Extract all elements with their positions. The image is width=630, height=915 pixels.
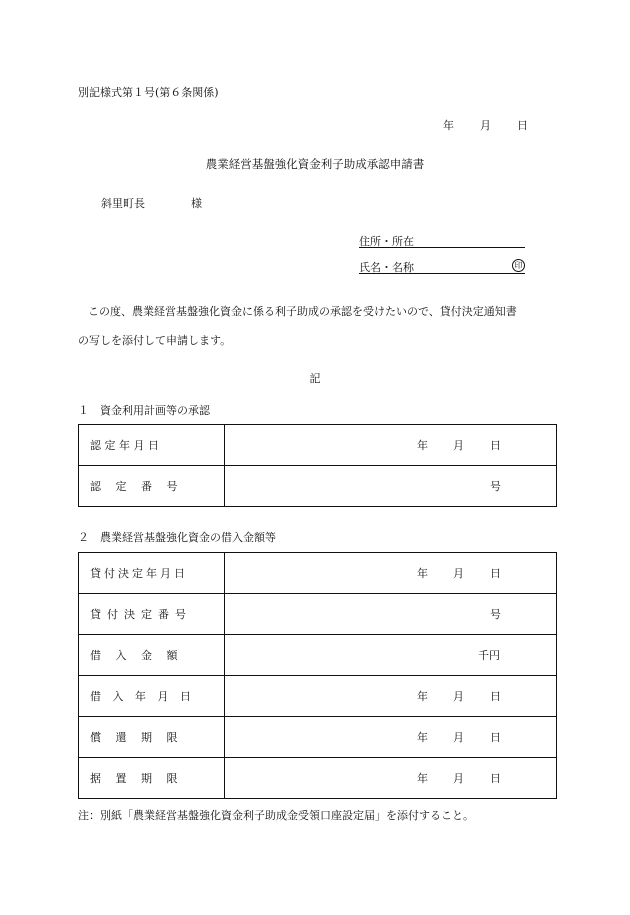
row-label-text: 認 定 年 月 日 [90, 439, 159, 452]
unit-year: 年 [417, 439, 428, 452]
row-value-cell[interactable] [225, 594, 557, 635]
address-label: 住所・所在 [359, 235, 414, 248]
row-label-text: 据 置 期 限 [90, 772, 178, 785]
application-date [443, 117, 528, 133]
table-row [79, 676, 557, 717]
section-2-heading: ２ 農業経営基盤強化資金の借入金額等 [78, 531, 276, 544]
unit-month: 月 [453, 772, 464, 785]
unit-year: 年 [417, 690, 428, 703]
row-label [79, 553, 225, 594]
date-day-label: 日 [517, 119, 528, 132]
loan-table [78, 552, 557, 799]
table-row [79, 758, 557, 799]
row-value-cell[interactable] [225, 466, 557, 507]
table-row [79, 425, 557, 466]
unit-year: 年 [417, 772, 428, 785]
unit-year: 年 [417, 567, 428, 580]
unit-day: 日 [490, 690, 501, 703]
table-row [79, 594, 557, 635]
ki-heading: 記 [309, 372, 321, 385]
document-title: 農業経営基盤強化資金利子助成承認申請書 [205, 157, 425, 171]
row-label [79, 717, 225, 758]
date-month-label: 月 [480, 119, 491, 132]
body-text-line-2: の写しを添付して申請します。 [78, 334, 232, 347]
name-label: 氏名・名称 [359, 261, 414, 274]
row-value-cell[interactable] [225, 758, 557, 799]
row-value-cell[interactable] [225, 635, 557, 676]
name-field[interactable] [359, 259, 525, 274]
row-label-text: 償 還 期 限 [90, 731, 178, 744]
row-label-text: 借 入 年 月 日 [90, 690, 195, 703]
unit-month: 月 [453, 567, 464, 580]
row-value-cell[interactable] [225, 676, 557, 717]
approval-table [78, 424, 557, 507]
unit-year: 年 [417, 731, 428, 744]
unit-month: 月 [453, 690, 464, 703]
table-row [79, 466, 557, 507]
row-value-cell[interactable] [225, 553, 557, 594]
row-label-text: 貸付決定番号 [90, 608, 192, 621]
unit-month: 月 [453, 731, 464, 744]
form-number: 別記様式第１号(第６条関係) [78, 86, 219, 99]
unit-number: 号 [490, 608, 501, 621]
footnote: 注：別紙「農業経営基盤強化資金利子助成金受領口座設定届」を添付すること。 [78, 809, 474, 822]
addressee [101, 195, 202, 211]
seal-mark: 印 [512, 259, 525, 272]
section-1-heading: １ 資金利用計画等の承認 [78, 404, 210, 417]
addressee-name: 斜里町長 [101, 197, 145, 210]
addressee-honorific: 様 [191, 197, 202, 210]
row-label [79, 635, 225, 676]
row-label [79, 594, 225, 635]
unit-day: 日 [490, 772, 501, 785]
unit-thousand-yen: 千円 [478, 649, 500, 662]
row-label-text: 認 定 番 号 [90, 480, 178, 493]
unit-month: 月 [453, 439, 464, 452]
row-label [79, 466, 225, 507]
unit-day: 日 [490, 731, 501, 744]
row-label-text: 貸付決定年月日 [90, 567, 188, 580]
row-label [79, 425, 225, 466]
unit-day: 日 [490, 567, 501, 580]
table-row [79, 717, 557, 758]
row-label [79, 758, 225, 799]
body-text-line-1: この度、農業経営基盤強化資金に係る利子助成の承認を受けたいので、貸付決定通知書 [88, 305, 517, 318]
table-row [79, 553, 557, 594]
row-value-cell[interactable] [225, 717, 557, 758]
row-value-cell[interactable] [225, 425, 557, 466]
row-label [79, 676, 225, 717]
row-label-text: 借 入 金 額 [90, 649, 178, 662]
unit-number: 号 [490, 480, 501, 493]
address-field[interactable] [359, 233, 525, 248]
date-year-label: 年 [443, 119, 454, 132]
unit-day: 日 [490, 439, 501, 452]
table-row [79, 635, 557, 676]
